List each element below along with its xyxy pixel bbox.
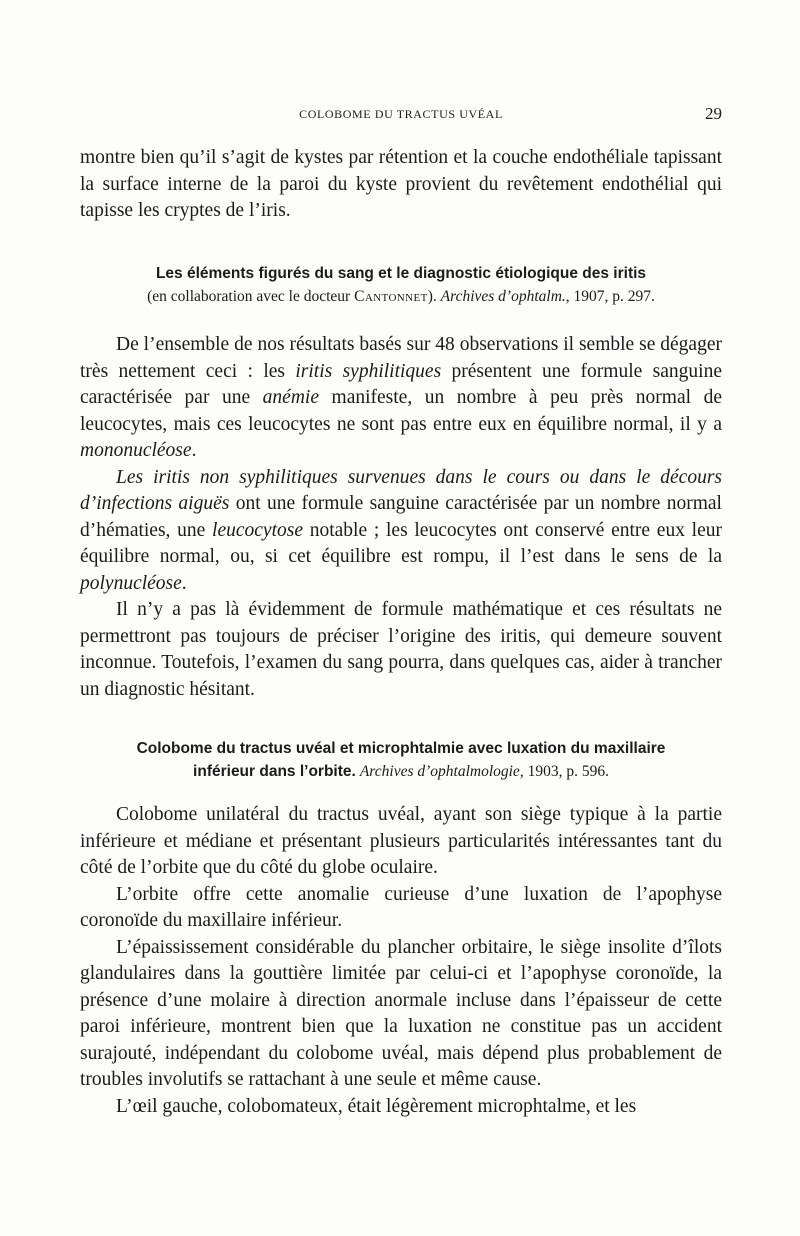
continuation-paragraph: montre bien qu’il s’agit de kystes par rétention et la couche endothéliale tapissant la surface interne de la paroi du kyste provient du revêtement endothélial qui tapisse les cryptes de l’iris. [80,147,722,221]
text-run-italic: polynucléose [80,572,182,594]
text-run: ont une formule sanguine caractérisée par un nombre normal d’hématies, une [80,493,722,541]
section-heading-colobome-tail: inférieur dans l’orbite. [193,763,356,780]
text-run: manifeste, un nombre à peu près normal de leucocytes, mais ces leucocytes ne sont pas entre eux en équilibre normal, il y a [80,387,722,435]
paragraph-colobome-4: L’œil gauche, colobomateux, était légèrement microphtalme, et les [116,1095,637,1117]
paragraph-iritis-2 [80,465,722,598]
paragraph-colobome-2: L’orbite offre cette anomalie curieuse d’une luxation de l’apophyse coronoïde du maxillaire inférieur. [80,883,722,931]
paragraph-iritis-1 [80,332,722,465]
paragraph-colobome-1: Colobome unilatéral du tractus uvéal, ayant son siège typique à la partie inférieure et médiane et présentant plusieurs particularités intéressantes tant du côté de l’orbite que du côté du globe oculaire. [80,804,722,878]
text-run-italic: iritis syphilitiques [295,360,442,382]
text-run-italic: Les iritis non syphilitiques survenues dans le cours ou dans le décours d’infections aiguës [80,466,722,514]
section-heading-iritis: Les éléments figurés du sang et le diagnostic étiologique des iritis [155,265,647,282]
text-run-italic: anémie [262,387,319,408]
ref-suffix: , 1907, p. 297. [565,288,655,305]
paragraph-colobome-3: L’épaississement considérable du plancher orbitaire, le siège insolite d’îlots glandulaires dans la gouttière limitée par celui-ci et l’apophyse coronoïde, la présence d’une molaire à direction anormale incluse dans l’épaisseur de cette paroi inférieure, montrent bien que la luxation ne constitue pas un accident surajouté, indépendant du colobome uvéal, mais dépend plus probablement de troubles involutifs se rattachant à une seule et même cause. [80,936,722,1090]
running-head [80,104,722,128]
section-heading-colobome-line1: Colobome du tractus uvéal et microphtalmie avec luxation du maxillaire [136,740,666,757]
text-run: . [191,440,197,461]
section-heading-colobome-line2 [80,760,722,783]
section-body-colobome [80,802,722,1120]
text-run: présentent une formule sanguine caractérisée par une [80,360,722,408]
ref-suffix: 1903, p. 596. [523,763,609,780]
section-title-colobome [80,737,722,783]
continuation-paragraph-block [80,145,722,225]
ref-mid: ). [427,288,441,305]
paragraph-iritis-3: Il n’y a pas là évidemment de formule mathématique et ces résultats ne permettront pas toujours de préciser l’origine des iritis, qui demeure souvent inconnue. Toutefois, l’examen du sang pourra, dans quelques cas, aider à trancher un diagnostic hésitant. [80,599,722,700]
ref-prefix: (en collaboration avec le docteur [147,288,355,305]
ref-journal: Archives d’ophtalmologie, [359,763,524,780]
running-title: COLOBOME DU TRACTUS UVÉAL [299,107,503,121]
text-run: De l’ensemble de nos résultats basés sur 48 observations il semble se dégager très nettement ceci : les [80,334,722,382]
ref-author: Cantonnet [354,288,428,305]
section-body-iritis [80,332,722,703]
text-run-italic: mononucléose [80,440,192,461]
text-run-italic: leucocytose [212,519,303,541]
text-run: notable ; les leucocytes ont conservé entre eux leur équilibre normal, ou, si cet équilibre est rompu, il l’est dans le sens de la [80,519,722,567]
section-reference-iritis [80,285,722,308]
text-run: . [181,572,187,594]
page-number: 29 [705,104,722,123]
section-title-iritis [80,262,722,308]
ref-journal: Archives d’ophtalm. [440,288,566,305]
